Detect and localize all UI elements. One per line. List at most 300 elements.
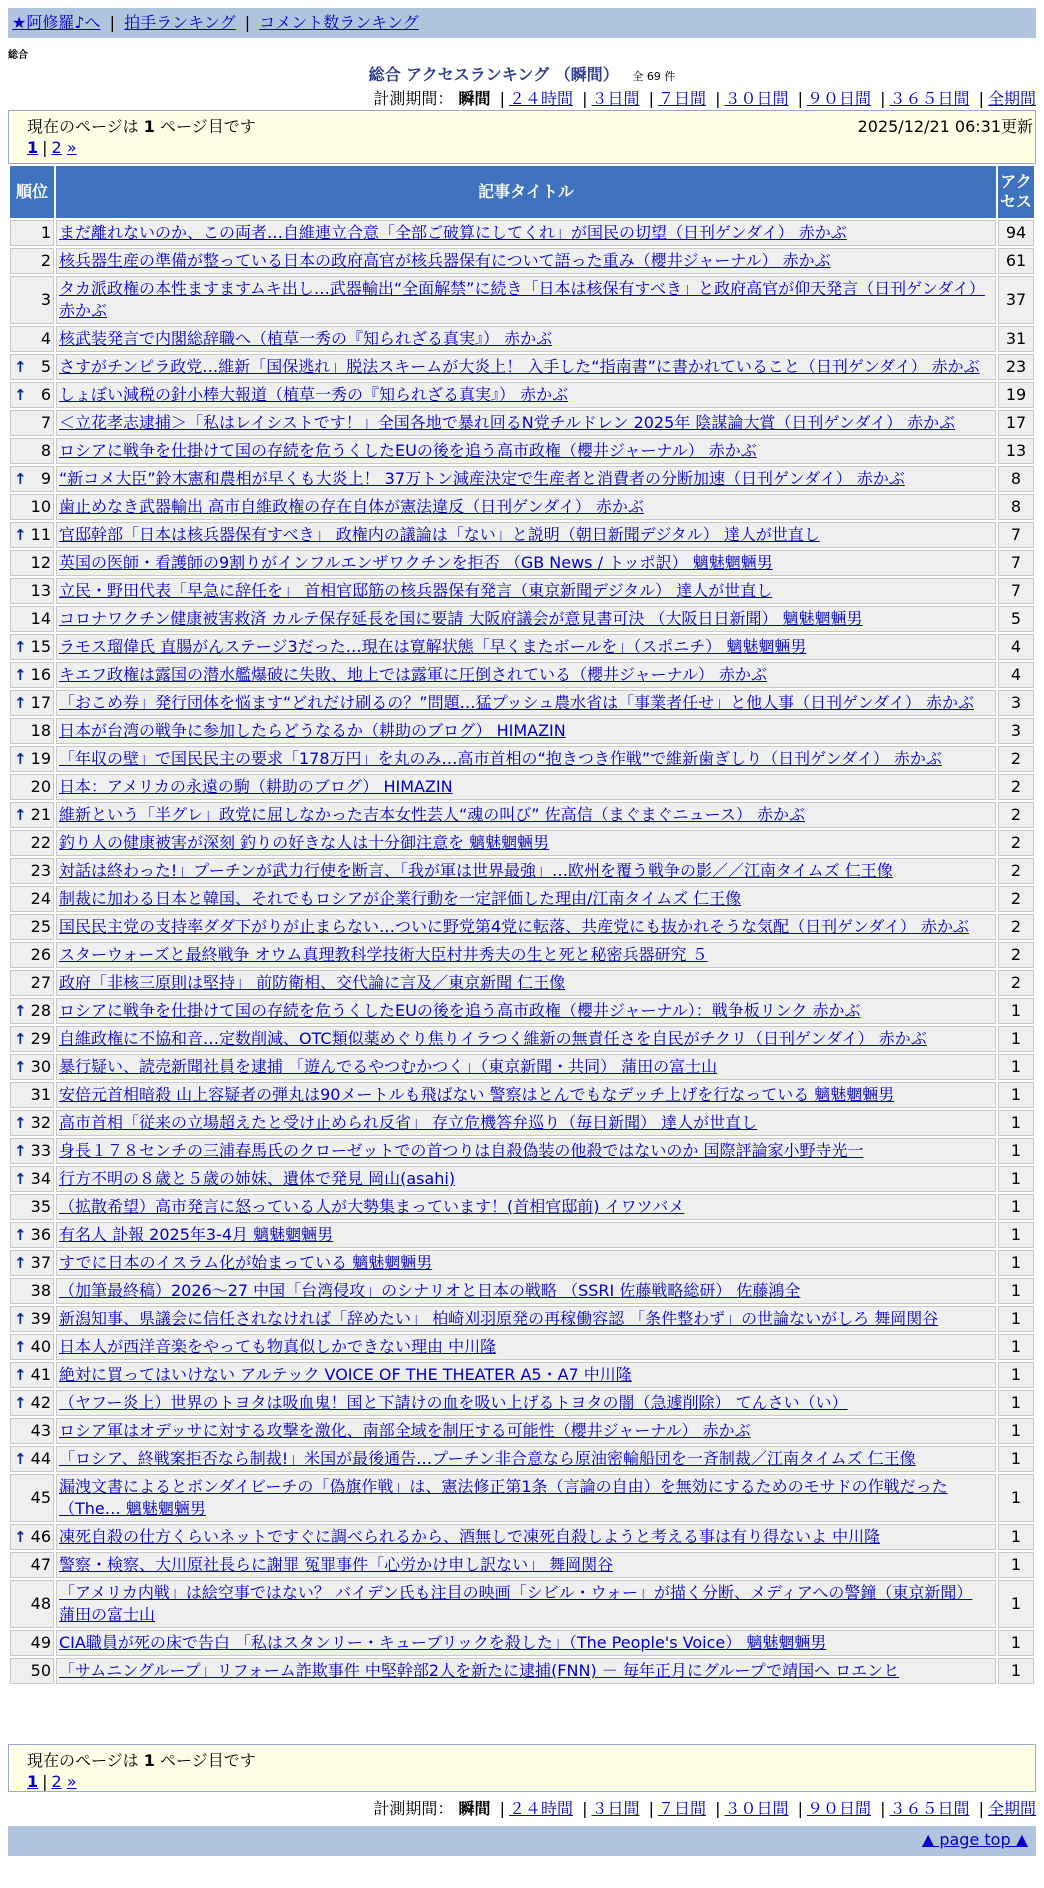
rank-number: 11 — [30, 525, 51, 544]
ranking-body — [10, 220, 1034, 1684]
ranking-table — [8, 164, 1036, 1686]
rank-cell — [10, 1026, 54, 1052]
page-top-link[interactable]: ▲ page top ▲ — [921, 1830, 1028, 1849]
rank-cell — [10, 718, 54, 744]
rank-number: 19 — [30, 749, 51, 768]
rank-cell — [10, 248, 54, 274]
article-title-link[interactable]: すでに日本のイスラム化が始まっている 魑魅魍魎男 — [59, 1253, 433, 1272]
next-page-link[interactable]: » — [66, 1772, 77, 1791]
rank-number: 20 — [30, 777, 51, 796]
article-title-link[interactable]: 警察・検察、大川原社長らに謝罪 冤罪事件「心労かけ申し訳ない」 舞岡関谷 — [59, 1555, 614, 1574]
title-cell — [56, 382, 996, 408]
rank-cell — [10, 410, 54, 436]
access-count: 4 — [998, 634, 1034, 660]
up-arrow-icon: ↑ — [14, 1366, 27, 1384]
rank-cell — [10, 914, 54, 940]
title-cell — [56, 220, 996, 246]
table-row — [10, 830, 1034, 856]
page-link-1[interactable]: 1 — [27, 1772, 39, 1791]
rank-number: 50 — [30, 1661, 51, 1680]
title-cell — [56, 494, 996, 520]
up-arrow-icon: ↑ — [14, 806, 27, 824]
article-title-link[interactable]: キエフ政権は露国の潜水艦爆破に失敗、地上では露軍に圧倒されている（櫻井ジャーナル） 赤かぶ — [59, 665, 767, 684]
title-cell — [56, 1222, 996, 1248]
rank-cell — [10, 1418, 54, 1444]
rank-cell — [10, 774, 54, 800]
period-current: 瞬間 — [458, 89, 491, 108]
title-cell — [56, 802, 996, 828]
article-title-link[interactable]: 「おこめ券」発行団体を悩ます“どれだけ刷るの？”問題…猛プッシュ農水省は「事業者任せ」と他人事（日刊ゲンダイ） 赤かぶ — [59, 693, 974, 712]
table-row — [10, 858, 1034, 884]
period-link-365d[interactable]: ３６５日間 — [889, 89, 970, 108]
period-link-90d[interactable]: ９０日間 — [806, 89, 871, 108]
up-arrow-icon: ↑ — [14, 1394, 27, 1412]
article-title-link[interactable]: 暴行疑い、読売新聞社員を逮捕 「遊んでるやつむかつく」（東京新聞・共同） 蒲田の富士山 — [59, 1057, 718, 1076]
article-title-link[interactable]: （ヤフー炎上）世界のトヨタは吸血鬼！国と下請けの血を吸い上げるトヨタの闇（急遽削除） てんさい（い） — [59, 1393, 848, 1412]
rank-cell — [10, 970, 54, 996]
period-link-3d[interactable]: ３日間 — [591, 89, 640, 108]
rank-number: 44 — [30, 1449, 51, 1468]
title-cell — [56, 1138, 996, 1164]
rank-number: 42 — [30, 1393, 51, 1412]
article-title-link[interactable]: 「アメリカ内戦」は絵空事ではない？ バイデン氏も注目の映画「シビル・ウォー」が描く分断、メディアへの警鐘（東京新聞） 蒲田の富士山 — [59, 1583, 973, 1624]
article-title-link[interactable]: しょぼい減税の針小棒大報道（植草一秀の『知られざる真実』） 赤かぶ — [59, 385, 569, 404]
rank-number: 33 — [30, 1141, 51, 1160]
article-title-link[interactable]: ロシア軍はオデッサに対する攻撃を激化、南部全域を制圧する可能性（櫻井ジャーナル） 赤かぶ — [59, 1421, 751, 1440]
rank-cell — [10, 634, 54, 660]
title-cell — [56, 1054, 996, 1080]
table-row — [10, 802, 1034, 828]
period-link-7d[interactable]: ７日間 — [657, 89, 706, 108]
rank-number: 22 — [30, 833, 51, 852]
up-arrow-icon: ↑ — [14, 1142, 27, 1160]
rank-number: 13 — [30, 581, 51, 600]
rank-number: 17 — [30, 693, 51, 712]
access-count: 1 — [998, 1110, 1034, 1136]
article-title-link[interactable]: 釣り人の健康被害が深刻 釣りの好きな人は十分御注意を 魑魅魍魎男 — [59, 833, 550, 852]
article-title-link[interactable]: ラモス瑠偉氏 直腸がんステージ3だった…現在は寛解状態「早くまたボールを」（スポニチ） 魑魅魍魎男 — [59, 637, 807, 656]
rank-number: 27 — [30, 973, 51, 992]
rank-number: 37 — [30, 1253, 51, 1272]
rank-number: 9 — [40, 469, 51, 488]
article-title-link[interactable]: 日本が台湾の戦争に参加したらどうなるか（耕助のブログ） HIMAZIN — [59, 721, 566, 740]
pager-top — [8, 110, 1036, 164]
up-arrow-icon: ↑ — [14, 358, 27, 376]
up-arrow-icon: ↑ — [14, 1450, 27, 1468]
title-cell — [56, 1306, 996, 1332]
access-count: 1 — [998, 1054, 1034, 1080]
table-row — [10, 578, 1034, 604]
access-count: 2 — [998, 830, 1034, 856]
access-count: 1 — [998, 1390, 1034, 1416]
access-count: 1 — [998, 1418, 1034, 1444]
article-title-link[interactable]: 制裁に加わる日本と韓国、それでもロシアが企業行動を一定評価した理由/江南タイムズ 仁王像 — [59, 889, 742, 908]
article-title-link[interactable]: コロナワクチン健康被害救済 カルテ保存延長を国に要請 大阪府議会が意見書可決 （大阪日日新聞） 魑魅魍魎男 — [59, 609, 863, 628]
table-row — [10, 1250, 1034, 1276]
period-link-30d[interactable]: ３０日間 — [724, 1799, 789, 1818]
article-title-link[interactable]: （加筆最終稿）2026〜27 中国「台湾侵攻」のシナリオと日本の戦略 （SSRI 佐藤戦略総研） 佐藤鴻全 — [59, 1281, 801, 1300]
up-arrow-icon: ↑ — [14, 1002, 27, 1020]
article-title-link[interactable]: 核兵器生産の準備が整っている日本の政府高官が核兵器保有について語った重み（櫻井ジャーナル） 赤かぶ — [59, 251, 831, 270]
access-count: 5 — [998, 606, 1034, 632]
title-cell — [56, 1334, 996, 1360]
table-row — [10, 1110, 1034, 1136]
rank-cell — [10, 830, 54, 856]
table-row — [10, 410, 1034, 436]
rank-cell — [10, 886, 54, 912]
title-cell — [56, 438, 996, 464]
title-cell — [56, 1580, 996, 1628]
article-title-link[interactable]: 「ロシア、終戦案拒否なら制裁!」米国が最後通告…プーチン非合意なら原油密輸船団を一斉制裁／江南タイムズ 仁王像 — [59, 1449, 916, 1468]
article-title-link[interactable]: 核武装発言で内閣総辞職へ（植草一秀の『知られざる真実』） 赤かぶ — [59, 329, 553, 348]
article-title-link[interactable]: 日本人が西洋音楽をやっても物真似しかできない理由 中川隆 — [59, 1337, 497, 1356]
pager-bottom — [8, 1744, 1036, 1792]
article-title-link[interactable]: “新コメ大臣”鈴木憲和農相が早くも大炎上！ 37万トン減産決定で生産者と消費者の分断加速（日刊ゲンダイ） 赤かぶ — [59, 469, 905, 488]
table-row — [10, 1390, 1034, 1416]
access-count: 1 — [998, 1658, 1034, 1684]
article-title-link[interactable]: さすがチンピラ政党…維新「国保逃れ」脱法スキームが大炎上！ 入手した“指南書”に書かれていること（日刊ゲンダイ） 赤かぶ — [59, 357, 980, 376]
article-title-link[interactable]: 英国の医師・看護師の9割りがインフルエンザワクチンを拒否 （GB News / トッポ訳） 魑魅魍魎男 — [59, 553, 773, 572]
rank-number: 2 — [40, 251, 51, 270]
access-count: 1 — [998, 1166, 1034, 1192]
article-title-link[interactable]: 漏洩文書によるとボンダイビーチの「偽旗作戦」は、憲法修正第1条（言論の自由）を無効にするためのモサドの作戦だった（The… 魑魅魍魎男 — [59, 1477, 948, 1518]
rank-number: 35 — [30, 1197, 51, 1216]
article-title-link[interactable]: ロシアに戦争を仕掛けて国の存続を危うくしたEUの後を追う高市政権（櫻井ジャーナル） 赤かぶ — [59, 441, 757, 460]
rank-number: 40 — [30, 1337, 51, 1356]
page-number: 1 — [143, 117, 155, 136]
rank-cell — [10, 220, 54, 246]
title-cell — [56, 970, 996, 996]
period-current: 瞬間 — [458, 1799, 491, 1818]
article-title-link[interactable]: 有名人 訃報 2025年3-4月 魑魅魍魎男 — [59, 1225, 334, 1244]
page-info: 現在のページは 1 ページ目です — [27, 117, 256, 136]
rank-cell — [10, 1194, 54, 1220]
period-link-all[interactable]: 全期間 — [987, 1799, 1036, 1818]
title-cell — [56, 606, 996, 632]
rank-cell — [10, 326, 54, 352]
pagination: 1 | 2 » — [27, 138, 77, 157]
up-arrow-icon: ↑ — [14, 1310, 27, 1328]
period-link-24h[interactable]: ２４時間 — [508, 89, 573, 108]
rank-number: 24 — [30, 889, 51, 908]
nav-clap-ranking-link[interactable]: 拍手ランキング — [124, 13, 236, 32]
rank-cell — [10, 1552, 54, 1578]
access-count: 1 — [998, 1082, 1034, 1108]
title-cell — [56, 1278, 996, 1304]
table-row — [10, 1630, 1034, 1656]
access-count: 1 — [998, 1552, 1034, 1578]
nav-separator: | — [109, 13, 116, 32]
up-arrow-icon: ↑ — [14, 470, 27, 488]
access-count: 2 — [998, 942, 1034, 968]
rank-cell — [10, 1082, 54, 1108]
rank-number: 1 — [40, 223, 51, 242]
title-cell — [56, 1630, 996, 1656]
up-arrow-icon: ↑ — [14, 750, 27, 768]
access-count: 8 — [998, 466, 1034, 492]
table-row — [10, 1658, 1034, 1684]
title-cell — [56, 1082, 996, 1108]
access-count: 1 — [998, 1194, 1034, 1220]
title-cell — [56, 914, 996, 940]
rank-number: 7 — [40, 413, 51, 432]
rank-number: 5 — [40, 357, 51, 376]
article-title-link[interactable]: 凍死自殺の仕方くらいネットですぐに調べられるから、酒無しで凍死自殺しようと考える事は有り得ないよ 中川隆 — [59, 1527, 881, 1546]
period-link-90d[interactable]: ９０日間 — [806, 1799, 871, 1818]
title-cell — [56, 1552, 996, 1578]
rank-cell — [10, 550, 54, 576]
rank-cell — [10, 276, 54, 324]
table-row — [10, 1026, 1034, 1052]
rank-cell — [10, 1658, 54, 1684]
access-count: 1 — [998, 1334, 1034, 1360]
pagination: 1 | 2 » — [27, 1772, 77, 1791]
article-title-link[interactable]: タカ派政権の本性ますますムキ出し…武器輸出“全面解禁”に続き「日本は核保有すべき」と政府高官が仰天発言（日刊ゲンダイ） 赤かぶ — [59, 279, 985, 320]
title-cell — [56, 550, 996, 576]
page-link-1[interactable]: 1 — [27, 138, 39, 157]
rank-number: 49 — [30, 1633, 51, 1652]
title-cell — [56, 1166, 996, 1192]
rank-cell — [10, 662, 54, 688]
period-link-7d[interactable]: ７日間 — [657, 1799, 706, 1818]
table-row — [10, 746, 1034, 772]
rank-number: 28 — [30, 1001, 51, 1020]
nav-home-link[interactable]: ★阿修羅♪へ — [12, 13, 101, 32]
table-row — [10, 1334, 1034, 1360]
title-cell — [56, 774, 996, 800]
table-row — [10, 1446, 1034, 1472]
access-count: 7 — [998, 578, 1034, 604]
title-cell — [56, 1110, 996, 1136]
rank-number: 14 — [30, 609, 51, 628]
table-row — [10, 466, 1034, 492]
article-title-link[interactable]: ＜立花孝志逮捕＞「私はレイシストです！」全国各地で暴れ回るN党チルドレン 2025年 陰謀論大賞（日刊ゲンダイ） 赤かぶ — [59, 413, 956, 432]
rank-number: 43 — [30, 1421, 51, 1440]
page-number: 1 — [143, 1751, 155, 1770]
rank-cell — [10, 1110, 54, 1136]
title-cell — [56, 662, 996, 688]
article-title-link[interactable]: 維新という「半グレ」政党に屈しなかった吉本女性芸人“魂の叫び” 佐高信（まぐまぐニュース） 赤かぶ — [59, 805, 805, 824]
article-title-link[interactable]: スターウォーズと最終戦争 オウム真理教科学技術大臣村井秀夫の生と死と秘密兵器研究 ５ — [59, 945, 708, 964]
table-row — [10, 1082, 1034, 1108]
rank-cell — [10, 1306, 54, 1332]
access-count: 2 — [998, 914, 1034, 940]
title-cell — [56, 718, 996, 744]
up-arrow-icon: ↑ — [14, 1338, 27, 1356]
article-title-link[interactable]: まだ離れないのか、この両者…自維連立合意「全部ご破算にしてくれ」が国民の切望（日刊ゲンダイ） 赤かぶ — [59, 223, 847, 242]
table-row — [10, 1306, 1034, 1332]
article-title-link[interactable]: 自維政権に不協和音…定数削減、OTC類似薬めぐり焦りイラつく維新の無責任さを自民がチクリ（日刊ゲンダイ） 赤かぶ — [59, 1029, 927, 1048]
rank-cell — [10, 746, 54, 772]
title-cell — [56, 942, 996, 968]
table-row — [10, 914, 1034, 940]
table-row — [10, 606, 1034, 632]
up-arrow-icon: ↑ — [14, 386, 27, 404]
article-title-link[interactable]: 「年収の壁」で国民民主の要求「178万円」を丸のみ…高市首相の“抱きつき作戦”で維新歯ぎしり（日刊ゲンダイ） 赤かぶ — [59, 749, 942, 768]
title-cell — [56, 1524, 996, 1550]
rank-cell — [10, 690, 54, 716]
period-link-30d[interactable]: ３０日間 — [724, 89, 789, 108]
rank-cell — [10, 1446, 54, 1472]
rank-number: 16 — [30, 665, 51, 684]
access-count: 3 — [998, 690, 1034, 716]
page-link-2[interactable]: 2 — [51, 138, 62, 157]
footer-bar — [8, 1826, 1036, 1856]
article-title-link[interactable]: 新潟知事、県議会に信任されなければ「辞めたい」 柏崎刈羽原発の再稼働容認 「条件整わず」の世論ないがしろ 舞岡関谷 — [59, 1309, 939, 1328]
article-title-link[interactable]: 日本：アメリカの永遠の駒（耕助のブログ） HIMAZIN — [59, 777, 453, 796]
table-row — [10, 220, 1034, 246]
rank-cell — [10, 1390, 54, 1416]
page-title — [0, 62, 1044, 85]
up-arrow-icon: ↑ — [14, 1030, 27, 1048]
access-count: 8 — [998, 494, 1034, 520]
period-link-365d[interactable]: ３６５日間 — [889, 1799, 970, 1818]
updated-timestamp: 2025/12/21 06:31更新 — [857, 117, 1033, 136]
title-cell — [56, 1446, 996, 1472]
access-count: 3 — [998, 718, 1034, 744]
access-count: 1 — [998, 1630, 1034, 1656]
article-title-link[interactable]: 政府「非核三原則は堅持」 前防衛相、交代論に言及／東京新聞 仁王像 — [59, 973, 566, 992]
table-row — [10, 1222, 1034, 1248]
rank-number: 41 — [30, 1365, 51, 1384]
table-row — [10, 690, 1034, 716]
top-nav-bar — [8, 8, 1036, 38]
up-arrow-icon: ↑ — [14, 666, 27, 684]
rank-number: 30 — [30, 1057, 51, 1076]
table-row — [10, 1418, 1034, 1444]
access-count: 1 — [998, 1250, 1034, 1276]
table-row — [10, 354, 1034, 380]
title-cell — [56, 1658, 996, 1684]
next-page-link[interactable]: » — [66, 138, 77, 157]
col-rank-header: 順位 — [10, 166, 54, 218]
article-title-link[interactable]: 対話は終わった!」プーチンが武力行使を断言、「我が軍は世界最強」…欧州を覆う戦争の影／／江南タイムズ 仁王像 — [59, 861, 893, 880]
table-row — [10, 494, 1034, 520]
rank-number: 15 — [30, 637, 51, 656]
title-cell — [56, 830, 996, 856]
rank-cell — [10, 1222, 54, 1248]
period-link-all[interactable]: 全期間 — [987, 89, 1036, 108]
period-selector-bottom: 計測期間： 瞬間 | ２４時間 | ３日間 | ７日間 | ３０日間 | ９０日間 | ３６５日間 | 全期間 — [373, 1799, 1036, 1818]
up-arrow-icon: ↑ — [14, 1528, 27, 1546]
rank-number: 45 — [30, 1488, 51, 1507]
table-row — [10, 718, 1034, 744]
col-title-header: 記事タイトル — [56, 166, 996, 218]
article-title-link[interactable]: （拡散希望）高市発言に怒っている人が大勢集まっています！(首相官邸前) イワツバメ — [59, 1197, 685, 1216]
rank-number: 31 — [30, 1085, 51, 1104]
title-cell — [56, 1474, 996, 1522]
page-title-text: 総合 アクセスランキング （瞬間） — [368, 65, 619, 84]
up-arrow-icon: ↑ — [14, 1114, 27, 1132]
access-count: 61 — [998, 248, 1034, 274]
table-row — [10, 634, 1034, 660]
article-title-link[interactable]: 行方不明の８歳と５歳の姉妹、遺体で発見 岡山(asahi) — [59, 1169, 456, 1188]
table-row — [10, 1138, 1034, 1164]
title-cell — [56, 690, 996, 716]
access-count: 7 — [998, 550, 1034, 576]
table-row — [10, 248, 1034, 274]
table-row — [10, 1278, 1034, 1304]
article-title-link[interactable]: 立民・野田代表「早急に辞任を」 首相官邸筋の核兵器保有発言（東京新聞デジタル） 達人が世直し — [59, 581, 773, 600]
category-label: 総合 — [8, 50, 28, 61]
title-cell — [56, 326, 996, 352]
rank-cell — [10, 1474, 54, 1522]
access-count: 1 — [998, 1306, 1034, 1332]
title-cell — [56, 1362, 996, 1388]
article-title-link[interactable]: CIA職員が死の床で告白 「私はスタンリー・キューブリックを殺した」（The People's Voice） 魑魅魍魎男 — [59, 1633, 827, 1652]
access-count: 2 — [998, 886, 1034, 912]
rank-number: 23 — [30, 861, 51, 880]
rank-cell — [10, 382, 54, 408]
page-info: 現在のページは 1 ページ目です — [27, 1751, 256, 1770]
article-title-link[interactable]: ロシアに戦争を仕掛けて国の存続を危うくしたEUの後を追う高市政権（櫻井ジャーナル）：戦争板リンク 赤かぶ — [59, 1001, 861, 1020]
period-link-24h[interactable]: ２４時間 — [508, 1799, 573, 1818]
table-row — [10, 1552, 1034, 1578]
rank-number: 25 — [30, 917, 51, 936]
rank-cell — [10, 998, 54, 1024]
col-access-header: アクセス — [998, 166, 1034, 218]
rank-number: 47 — [30, 1555, 51, 1574]
table-row — [10, 326, 1034, 352]
period-label: 計測期間： — [373, 1799, 454, 1818]
article-title-link[interactable]: 安倍元首相暗殺 山上容疑者の弾丸は90メートルも飛ばない 警察はとんでもなデッチ上げを行なっている 魑魅魍魎男 — [59, 1085, 895, 1104]
rank-number: 3 — [40, 290, 51, 309]
table-row — [10, 1054, 1034, 1080]
access-count: 1 — [998, 1524, 1034, 1550]
rank-number: 21 — [30, 805, 51, 824]
access-count: 2 — [998, 970, 1034, 996]
article-title-link[interactable]: 高市首相「従来の立場超えたと受け止められ反省」 存立危機答弁巡り（毎日新聞） 達人が世直し — [59, 1113, 758, 1132]
rank-cell — [10, 1166, 54, 1192]
table-row — [10, 886, 1034, 912]
title-cell — [56, 522, 996, 548]
article-title-link[interactable]: 歯止めなき武器輸出 高市自維政権の存在自体が憲法違反（日刊ゲンダイ） 赤かぶ — [59, 497, 644, 516]
rank-cell — [10, 494, 54, 520]
access-count: 1 — [998, 1222, 1034, 1248]
article-title-link[interactable]: 官邸幹部「日本は核兵器保有すべき」 政権内の議論は「ない」と説明（朝日新聞デジタル） 達人が世直し — [59, 525, 820, 544]
table-row — [10, 438, 1034, 464]
table-row — [10, 1474, 1034, 1522]
access-count: 94 — [998, 220, 1034, 246]
nav-comment-ranking-link[interactable]: コメント数ランキング — [259, 13, 419, 32]
title-cell — [56, 248, 996, 274]
table-row — [10, 1580, 1034, 1628]
up-arrow-icon: ↑ — [14, 526, 27, 544]
access-count: 23 — [998, 354, 1034, 380]
rank-cell — [10, 1362, 54, 1388]
rank-number: 4 — [40, 329, 51, 348]
total-count: 全 69 件 — [632, 70, 676, 83]
rank-cell — [10, 1334, 54, 1360]
table-header-row — [10, 166, 1034, 218]
page-link-2[interactable]: 2 — [51, 1772, 62, 1791]
rank-number: 32 — [30, 1113, 51, 1132]
period-link-3d[interactable]: ３日間 — [591, 1799, 640, 1818]
article-title-link[interactable]: 身長１７８センチの三浦春馬氏のクローゼットでの首つりは自殺偽装の他殺ではないのか 国際評論家小野寺光一 — [59, 1141, 864, 1160]
access-count: 1 — [998, 1278, 1034, 1304]
rank-number: 18 — [30, 721, 51, 740]
rank-cell — [10, 354, 54, 380]
rank-number: 38 — [30, 1281, 51, 1300]
rank-cell — [10, 466, 54, 492]
rank-cell — [10, 1054, 54, 1080]
article-title-link[interactable]: 「サムニングループ」リフォーム詐欺事件 中堅幹部2人を新たに逮捕(FNN) － 毎年正月にグループで靖国へ ロエンヒ — [59, 1661, 900, 1680]
title-cell — [56, 886, 996, 912]
article-title-link[interactable]: 国民民主党の支持率ダダ下がりが止まらない…ついに野党第4党に転落、共産党にも抜かれそうな気配（日刊ゲンダイ） 赤かぶ — [59, 917, 969, 936]
article-title-link[interactable]: 絶対に買ってはいけない アルテック VOICE OF THE THEATER A5・A7 中川隆 — [59, 1365, 632, 1384]
table-row — [10, 942, 1034, 968]
rank-number: 36 — [30, 1225, 51, 1244]
